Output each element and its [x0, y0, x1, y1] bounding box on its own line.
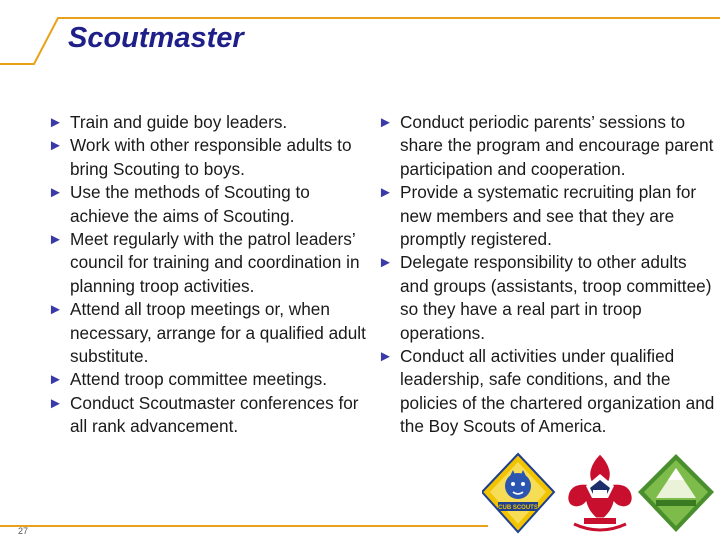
- cub-scouts-badge-text: CUB SCOUTS: [498, 505, 538, 511]
- arrow-bullet-icon: ►: [48, 394, 63, 412]
- scouting-emblems: [482, 452, 714, 536]
- arrow-bullet-icon: ►: [378, 184, 393, 202]
- arrow-bullet-icon: ►: [378, 254, 393, 272]
- page-number: 27: [18, 526, 29, 536]
- list-item: ► Use the methods of Scouting to achieve the aims of Scouting.: [48, 182, 310, 226]
- slide-title: Scoutmaster: [68, 22, 244, 54]
- list-item: ► Attend all troop meetings or, when necessary, arrange for a qualified adult substitute.: [48, 299, 366, 367]
- arrow-bullet-icon: ►: [48, 301, 63, 319]
- list-item: ► Train and guide boy leaders.: [46, 111, 368, 134]
- right-bullet-list: [376, 111, 716, 439]
- cub-scouts-emblem: [482, 454, 554, 532]
- arrow-bullet-icon: ►: [48, 114, 63, 131]
- arrow-bullet-icon: ►: [48, 184, 63, 202]
- list-item: ► Work with other responsible adults to bring Scouting to boys.: [48, 135, 352, 179]
- venturing-emblem: [638, 454, 714, 532]
- list-item: ► Conduct Scoutmaster conferences for all rank advancement.: [48, 392, 359, 437]
- list-item: ► Conduct periodic parents’ sessions to share the program and encourage parent participation and cooperation.: [378, 112, 714, 179]
- list-item: ► Attend troop committee meetings.: [46, 368, 368, 391]
- list-item: ► Provide a systematic recruiting plan for new members and see that they are promptly registered.: [378, 182, 697, 250]
- arrow-bullet-icon: ►: [48, 137, 63, 155]
- boy-scouts-emblem: [568, 454, 632, 530]
- arrow-bullet-icon: ►: [48, 371, 63, 389]
- arrow-bullet-icon: ►: [48, 231, 63, 249]
- left-bullet-list: [46, 111, 368, 439]
- arrow-bullet-icon: ►: [378, 348, 393, 366]
- list-item: ► Delegate responsibility to other adults and groups (assistants, troop committee) so they have a real part in troop operations.: [378, 252, 712, 343]
- list-item: ► Conduct all activities under qualified leadership, safe conditions, and the policies of the chartered organization and the Boy Scouts of America.: [378, 346, 715, 437]
- arrow-bullet-icon: ►: [378, 114, 393, 131]
- list-item: ► Meet regularly with the patrol leaders’ council for training and coordination in planning troop activities.: [48, 229, 360, 296]
